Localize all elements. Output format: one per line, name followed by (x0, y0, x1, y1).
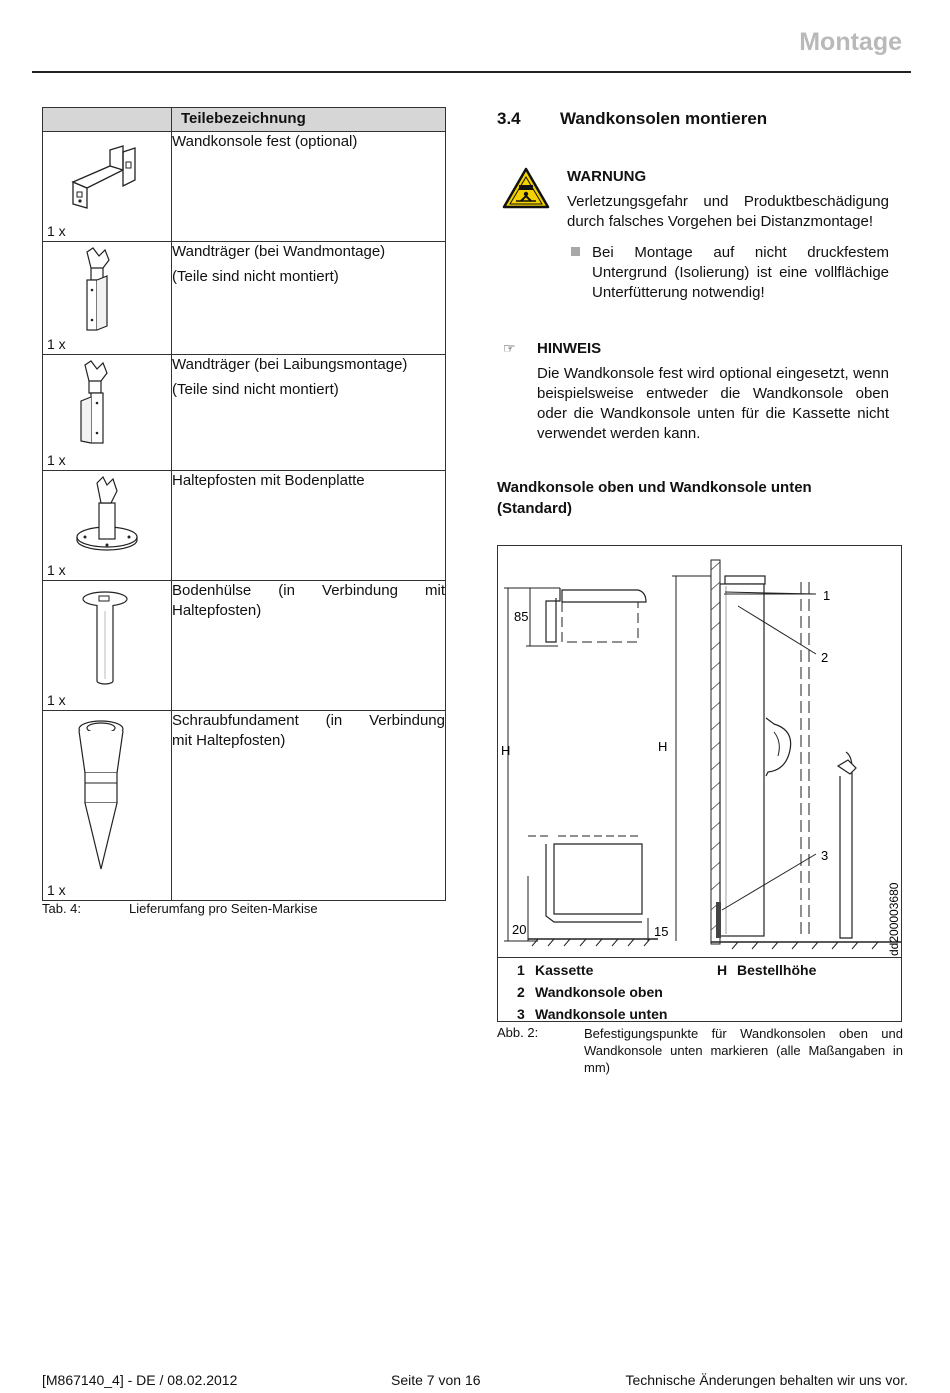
part-description (172, 711, 446, 901)
section-title: Wandkonsolen montieren (560, 109, 768, 128)
legend-text: Wandkonsole oben (535, 984, 663, 1000)
height-label-left: H (501, 743, 511, 758)
section-number: 3.4 (497, 109, 521, 128)
part-picture-cell (43, 711, 172, 901)
header-rule (32, 71, 911, 73)
part-description (172, 132, 446, 242)
part-quantity: 1 x (47, 882, 66, 898)
legend-text: Wandkonsole unten (535, 1006, 668, 1022)
legend-text: Bestellhöhe (737, 962, 817, 978)
legend-num: 3 (517, 1006, 525, 1022)
reveal-support-icon (73, 359, 123, 449)
pointing-hand-icon: ☞ (503, 340, 516, 356)
part-quantity: 1 x (47, 336, 66, 352)
part-name: Bodenhülse (in Verbindung mit (172, 582, 445, 599)
part-name: Haltepfosten mit Bodenplatte (172, 472, 365, 489)
legend-num: 2 (517, 984, 525, 1000)
part-description (172, 355, 446, 471)
legend-num: H (717, 962, 728, 978)
part-name: Wandkonsole fest (optional) (172, 133, 358, 150)
callout-1: 1 (823, 588, 831, 603)
mounting-diagram (498, 546, 901, 957)
table-row (43, 581, 446, 711)
table-row (43, 355, 446, 471)
dimension-20-label: 20 (512, 922, 527, 937)
warning-title: WARNUNG (567, 168, 647, 185)
part-quantity: 1 x (47, 223, 66, 239)
warning-text: Verletzungsgefahr und Produktbeschädigung durch falsches Vorgehen bei Distanzmontage! (567, 193, 889, 230)
part-picture-cell (43, 242, 172, 355)
part-description (172, 581, 446, 711)
part-picture-cell (43, 471, 172, 581)
wall-support-icon (77, 246, 127, 336)
part-description (172, 471, 446, 581)
table-row (43, 242, 446, 355)
footer-doc-ref: [M867140_4] - DE / 08.02.2012 (42, 1372, 238, 1388)
part-note: (Teile sind nicht montiert) (172, 268, 339, 285)
part-name: Wandträger (bei Wandmontage) (172, 243, 386, 260)
part-quantity: 1 x (47, 562, 66, 578)
page-header-title: Montage (799, 28, 902, 56)
part-name: Wandträger (bei Laibungsmontage) (172, 356, 408, 373)
figure-caption-label: Abb. 2: (497, 1025, 539, 1040)
drawing-id: dd200003680 (887, 882, 901, 956)
post-with-baseplate-icon (73, 475, 143, 555)
wall-bracket-icon (65, 144, 145, 214)
bullet-marker (571, 247, 580, 256)
warning-bullet-text: Bei Montage auf nicht druckfestem Untergrund (Isolierung) ist eine vollflächige Unterfütterung notwendig! (592, 244, 889, 301)
parts-table (42, 107, 446, 901)
hint-text: Die Wandkonsole fest wird optional eingesetzt, wenn beispielsweise entweder die Wandkonsole oben oder die Wandkonsole unten für die Kassette nicht verwendet werden kann. (537, 365, 889, 442)
floor-sleeve-icon (77, 587, 137, 687)
parts-table-header: Teilebezeichnung (172, 108, 446, 132)
subsection-heading: Wandkonsole oben und Wandkonsole unten (Standard) (497, 479, 812, 517)
hint-title: HINWEIS (537, 340, 602, 357)
table-row (43, 132, 446, 242)
height-label-middle: H (658, 739, 668, 754)
parts-table-empty-header (43, 108, 172, 132)
callout-3: 3 (821, 848, 829, 863)
part-note: mit Haltepfosten) (172, 732, 286, 749)
part-picture-cell (43, 355, 172, 471)
part-description (172, 242, 446, 355)
figure-legend-divider (498, 957, 901, 958)
table-caption-text: Lieferumfang pro Seiten-Markise (129, 901, 318, 916)
screw-foundation-icon (71, 717, 131, 877)
mounting-figure (497, 545, 902, 1022)
dimension-85-label: 85 (514, 609, 529, 624)
part-picture-cell (43, 581, 172, 711)
table-row (43, 711, 446, 901)
footer-note: Technische Änderungen behalten wir uns vor. (625, 1372, 908, 1388)
part-quantity: 1 x (47, 452, 66, 468)
part-note: (Teile sind nicht montiert) (172, 381, 339, 398)
footer-page-number: Seite 7 von 16 (391, 1372, 481, 1388)
table-row (43, 471, 446, 581)
crushing-hazard-warning-icon (502, 167, 550, 209)
part-name: Schraubfundament (in Verbindung (172, 712, 445, 729)
legend-text: Kassette (535, 962, 594, 978)
part-quantity: 1 x (47, 692, 66, 708)
part-picture-cell (43, 132, 172, 242)
dimension-15-label: 15 (654, 924, 669, 939)
part-note: Haltepfosten) (172, 602, 262, 619)
table-caption-label: Tab. 4: (42, 901, 82, 916)
figure-caption-text: Befestigungspunkte für Wandkonsolen oben und Wandkonsole unten markieren (alle Maßangaben in mm) (584, 1026, 903, 1075)
legend-num: 1 (517, 962, 525, 978)
callout-2: 2 (821, 650, 829, 665)
